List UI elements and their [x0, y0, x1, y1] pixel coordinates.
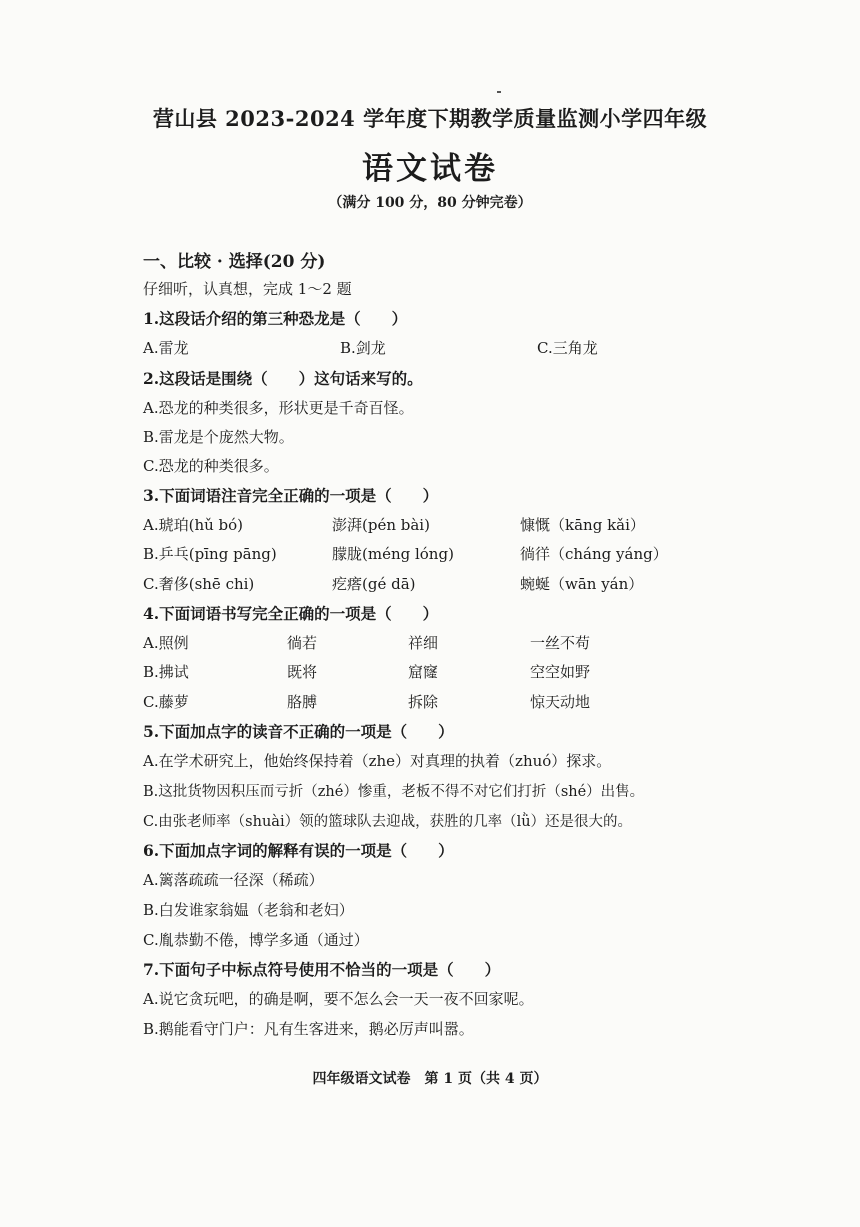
exam-title: 营山县 2023-2024 学年度下期教学质量监测小学四年级 [152, 106, 708, 131]
question-4-row-c-col-3: 拆除 [408, 693, 439, 711]
question-3-row-a-col-2: 澎湃(pén bài) [332, 516, 430, 534]
section-instruction: 仔细听，认真想，完成 1～2 题 [143, 280, 352, 298]
question-4-row-b-col-2: 既将 [287, 663, 318, 681]
question-4-row-b-col-3: 窟窿 [408, 663, 439, 681]
question-3-row-b-col-1: B.乒乓(pīng pāng) [143, 545, 277, 563]
question-3-row-a-col-1: A.琥珀(hǔ bó) [143, 516, 244, 534]
question-2-stem: 2.这段话是围绕（ ）这句话来写的。 [143, 369, 423, 388]
question-6-option-c: C.胤恭勤不倦，博学多通（通过） [143, 931, 369, 949]
question-7-option-b: B.鹅能看守门户：凡有生客进来，鹅必厉声叫嚣。 [143, 1020, 474, 1038]
question-3-row-c-col-2: 疙瘩(gé dā) [332, 575, 416, 593]
question-2-option-c: C.恐龙的种类很多。 [143, 457, 279, 475]
question-4-row-a-col-4: 一丝不苟 [530, 634, 591, 652]
question-3-row-b-col-3: 徜徉（cháng yáng） [520, 545, 668, 563]
question-3-row-c-col-3: 蜿蜒（wān yán） [520, 575, 644, 593]
question-5-stem: 5.下面加点字的读音不正确的一项是（ ） [143, 722, 454, 741]
question-4-row-a-col-2: 徜若 [287, 634, 318, 652]
question-6-option-b: B.白发谁家翁媪（老翁和老妇） [143, 901, 354, 919]
question-4-row-c-col-2: 胳膊 [287, 693, 318, 711]
question-4-stem: 4.下面词语书写完全正确的一项是（ ） [143, 604, 439, 623]
question-6-stem: 6.下面加点字词的解释有误的一项是（ ） [143, 841, 454, 860]
question-1-stem: 1.这段话介绍的第三种恐龙是（ ） [143, 309, 408, 328]
question-4-row-b-col-4: 空空如野 [530, 663, 591, 681]
question-1-option-c: C.三角龙 [537, 339, 598, 357]
question-5-option-a: A.在学术研究上，他始终保持着（zhe）对真理的执着（zhuó）探求。 [143, 752, 612, 770]
question-4-row-c-col-4: 惊天动地 [530, 693, 591, 711]
question-4-row-b-col-1: B.拂试 [143, 663, 189, 681]
question-1-option-b: B.剑龙 [340, 339, 386, 357]
section-heading: 一、比较 · 选择(20 分) [143, 252, 326, 272]
question-4-row-a-col-1: A.照例 [143, 634, 189, 652]
question-7-option-a: A.说它贪玩吧，的确是啊，要不怎么会一天一夜不回家呢。 [143, 990, 534, 1008]
question-5-option-b: B.这批货物因积压而亏折（zhé）惨重，老板不得不对它们打折（shé）出售。 [143, 784, 645, 800]
question-1-option-a: A.雷龙 [143, 339, 189, 357]
question-5-option-c: C.由张老师率（shuài）领的篮球队去迎战，获胜的几率（lǜ）还是很大的。 [143, 814, 633, 830]
question-3-row-b-col-2: 朦胧(méng lóng) [332, 545, 454, 563]
scan-mark [497, 91, 501, 93]
question-4-row-c-col-1: C.藤萝 [143, 693, 189, 711]
page-footer: 四年级语文试卷 第 1 页（共 4 页） [312, 1071, 548, 1087]
question-7-stem: 7.下面句子中标点符号使用不恰当的一项是（ ） [143, 960, 501, 979]
question-3-stem: 3.下面词语注音完全正确的一项是（ ） [143, 486, 439, 505]
question-6-option-a: A.篱落疏疏一径深（稀疏） [143, 871, 324, 889]
question-2-option-b: B.雷龙是个庞然大物。 [143, 428, 294, 446]
question-3-row-a-col-3: 慷慨（kāng kǎi） [520, 516, 645, 534]
question-4-row-a-col-3: 祥细 [408, 634, 439, 652]
exam-note: （满分 100 分，80 分钟完卷） [328, 195, 532, 211]
question-2-option-a: A.恐龙的种类很多，形状更是千奇百怪。 [143, 399, 414, 417]
exam-subject: 语文试卷 [362, 151, 498, 187]
question-3-row-c-col-1: C.奢侈(shē chi) [143, 575, 255, 593]
